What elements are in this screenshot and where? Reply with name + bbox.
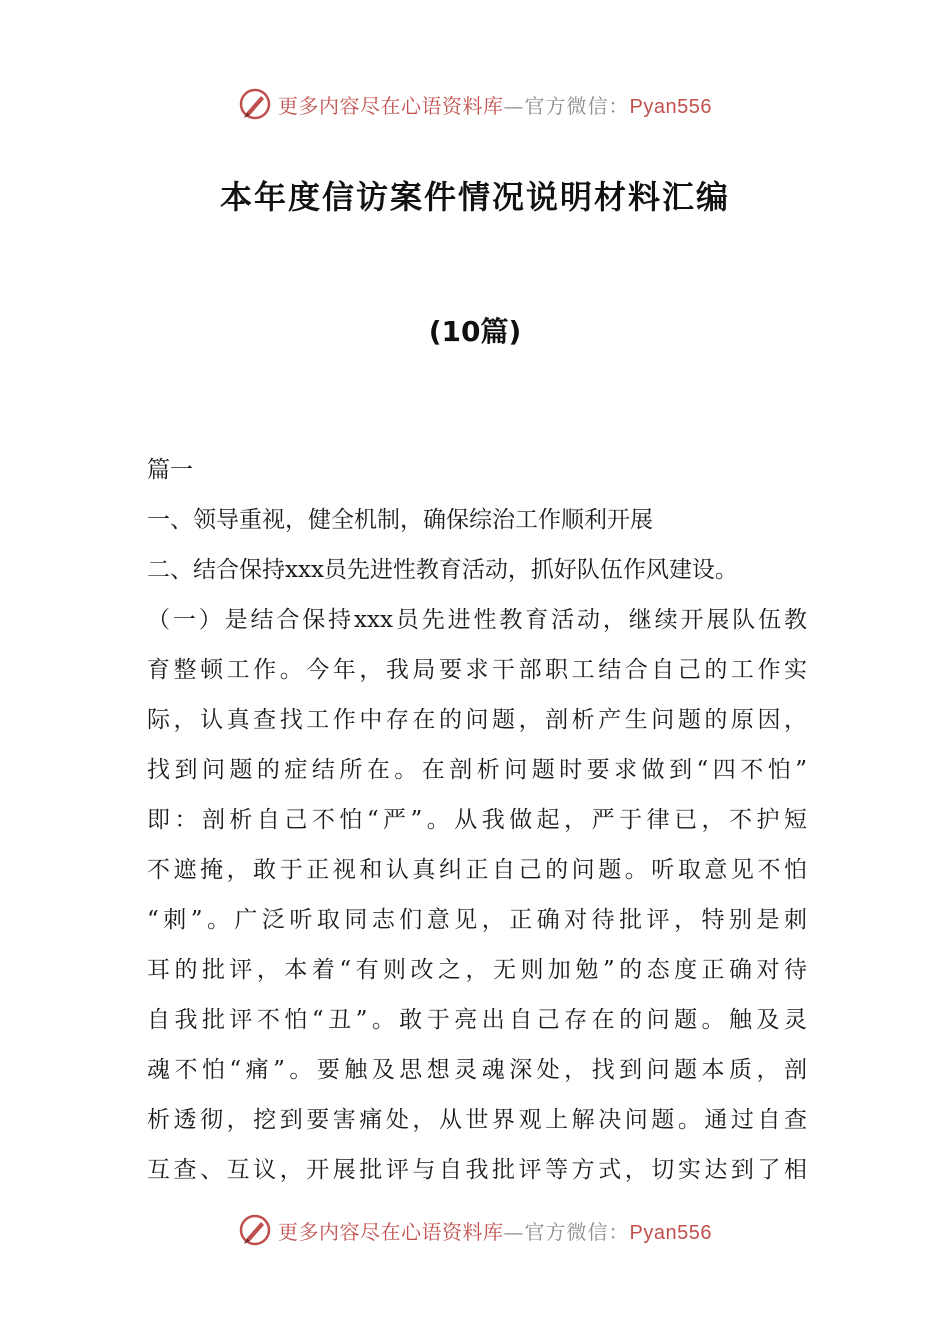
paragraph-line: （一）是结合保持xxx员先进性教育活动，继续开展队伍教 <box>147 607 807 633</box>
paragraph-line: 育整顿工作。今年，我局要求干部职工结合自己的工作实 <box>147 657 807 683</box>
watermark-text <box>278 1216 712 1245</box>
paragraph-line: 耳的批评，本着“有则改之，无则加勉”的态度正确对待 <box>147 957 807 983</box>
watermark-id: Pyan556 <box>629 95 712 118</box>
paragraph-line: 找到问题的症结所在。在剖析问题时要求做到“四不怕” <box>147 757 807 783</box>
section-label: 篇一 <box>147 457 193 483</box>
paragraph-line: 际，认真查找工作中存在的问题，剖析产生问题的原因， <box>147 707 807 733</box>
document-title: 本年度信访案件情况说明材料汇编 <box>219 178 730 216</box>
paragraph-line: “刺”。广泛听取同志们意见，正确对待批评，特别是刺 <box>147 907 807 933</box>
document-subtitle: (10篇) <box>428 315 522 348</box>
paragraph-line: 不遮掩，敢于正视和认真纠正自己的问题。听取意见不怕 <box>147 857 807 883</box>
header-watermark <box>0 82 950 126</box>
watermark-main: 更多内容尽在心语资料库 <box>278 1219 504 1244</box>
watermark-sub: 官方微信： <box>524 93 630 118</box>
paragraph-line: 即：剖析自己不怕“严”。从我做起，严于律已，不护短 <box>147 807 807 833</box>
paragraph-line: 魂不怕“痛”。要触及思想灵魂深处，找到问题本质，剖 <box>147 1057 807 1083</box>
watermark-dash: — <box>503 93 525 118</box>
paragraph-line: 一、领导重视，健全机制，确保综治工作顺利开展 <box>147 507 653 533</box>
paragraph-line: 互查、互议，开展批评与自我批评等方式，切实达到了相 <box>147 1157 807 1183</box>
pen-nib-logo-icon <box>238 87 272 121</box>
pen-nib-logo-icon <box>238 1213 272 1247</box>
paragraph-line: 自我批评不怕“丑”。敢于亮出自己存在的问题。触及灵 <box>147 1007 807 1033</box>
watermark-main: 更多内容尽在心语资料库 <box>278 93 504 118</box>
footer-watermark <box>0 1208 950 1252</box>
paragraph-line: 析透彻，挖到要害痛处，从世界观上解决问题。通过自查 <box>147 1107 807 1133</box>
watermark-text <box>278 90 712 119</box>
watermark-id: Pyan556 <box>629 1221 712 1244</box>
document-body <box>147 445 807 1195</box>
watermark-sub: 官方微信： <box>524 1219 630 1244</box>
watermark-dash: — <box>503 1219 525 1244</box>
paragraph-line: 二、结合保持xxx员先进性教育活动，抓好队伍作风建设。 <box>147 557 738 583</box>
